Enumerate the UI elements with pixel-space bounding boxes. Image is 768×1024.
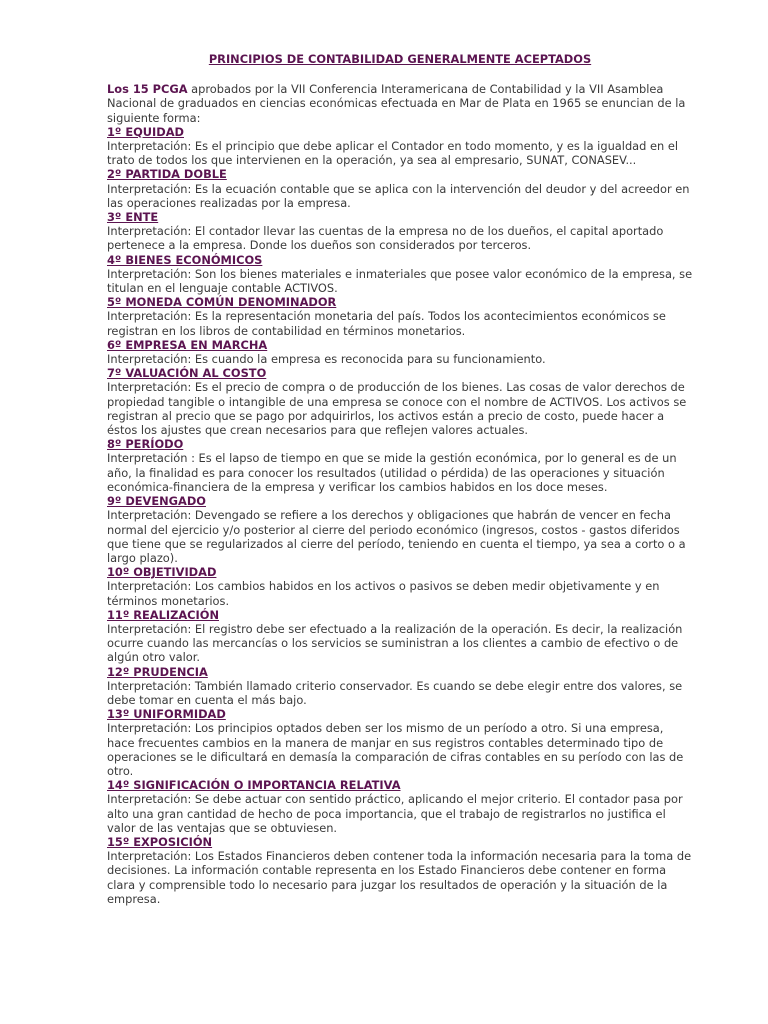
principle-5: [107, 295, 693, 338]
principle-text: Interpretación: Es cuando la empresa es reconocida para su funcionamiento.: [107, 352, 546, 367]
principle-heading: 3º ENTE: [107, 210, 159, 225]
principle-6: [107, 338, 693, 366]
intro-text: aprobados por la VII Conferencia Interamericana de Contabilidad y la VII Asamblea Nacional de graduados en ciencias económicas efectuada en Mar de Plata en 1965 se enuncian de la siguiente forma:: [107, 82, 686, 125]
principle-7: [107, 366, 693, 437]
principle-text: Interpretación: Es la ecuación contable que se aplica con la intervención del deudor y del acreedor en las operaciones realizadas por la empresa.: [107, 181, 690, 210]
principle-heading: 15º EXPOSICIÓN: [107, 834, 213, 849]
principle-heading: 8º PERÍODO: [107, 437, 184, 452]
principle-2: [107, 167, 693, 210]
principle-text: Interpretación: Son los bienes materiales e inmateriales que posee valor económico de la empresa, se titulan en el lenguaje contable ACTIVOS.: [107, 266, 693, 296]
principle-text: Interpretación: También llamado criterio conservador. Es cuando se debe elegir entre dos valores, se debe tomar en cuenta el más bajo.: [107, 678, 683, 707]
principle-heading: 2º PARTIDA DOBLE: [107, 167, 227, 182]
principle-heading: 12º PRUDENCIA: [107, 664, 208, 679]
principle-15: [107, 835, 693, 906]
intro-paragraph: [107, 82, 693, 125]
document-page: [107, 52, 693, 906]
principle-text: Interpretación : Es el lapso de tiempo en que se mide la gestión económica, por lo general es de un año, la finalidad es para conocer los resultados (utilidad o pérdida) de las operaciones y situación económica-financiera de la empresa y verificar los cambios habidos en los doce meses.: [107, 451, 677, 494]
document-title: PRINCIPIOS DE CONTABILIDAD GENERALMENTE ACEPTADOS: [208, 52, 592, 66]
principle-8: [107, 437, 693, 494]
principle-heading: 14º SIGNIFICACIÓN O IMPORTANCIA RELATIVA: [107, 778, 401, 793]
principle-heading: 10º OBJETIVIDAD: [107, 565, 217, 580]
principle-13: [107, 707, 693, 778]
principle-12: [107, 665, 693, 708]
principle-heading: 7º VALUACIÓN AL COSTO: [107, 366, 267, 381]
principle-heading: 9º DEVENGADO: [107, 494, 206, 509]
principle-14: [107, 778, 693, 835]
principle-11: [107, 608, 693, 665]
principle-text: Interpretación: Es la representación monetaria del país. Todos los acontecimientos económicos se registran en los libros de contabilidad en términos monetarios.: [107, 309, 666, 338]
principle-4: [107, 253, 693, 296]
principle-text: Interpretación: Los Estados Financieros deben contener toda la información necesaria para la toma de decisiones. La información contable representa en los Estado Financieros debe contener en forma clara y comprensible todo lo necesario para juzgar los resultados de operación y la situación de la empresa.: [107, 849, 692, 906]
principle-text: Interpretación: Los cambios habidos en los activos o pasivos se deben medir objetivamente y en términos monetarios.: [107, 579, 660, 608]
principle-text: Interpretación: Se debe actuar con sentido práctico, aplicando el mejor criterio. El contador pasa por alto una gran cantidad de hecho de poca importancia, que el trabajo de registrarlos no justifica el valor de las ventajas que se obtuviesen.: [107, 792, 683, 835]
principle-9: [107, 494, 693, 565]
principle-heading: 13º UNIFORMIDAD: [107, 707, 226, 722]
principle-heading: 1º EQUIDAD: [107, 124, 184, 139]
intro-strong: Los 15 PCGA: [107, 82, 188, 97]
principle-text: Interpretación: Es el principio que debe aplicar el Contador en todo momento, y es la igualdad en el trato de todos los que intervienen en la operación, ya sea al empresario, SUNAT, CONASEV...: [107, 139, 679, 168]
principle-text: Interpretación: Es el precio de compra o de producción de los bienes. Las cosas de valor derechos de propiedad tangible o intangible de una empresa se conoce con el nombre de ACTIVOS. Los activos se registran al precio que se pago por adquirirlos, los activos están a precio de costo, puede hacer a éstos los ajustes que crean necesarios para que reflejen valores actuales.: [107, 380, 687, 438]
principle-heading: 4º BIENES ECONÓMICOS: [107, 252, 263, 267]
principle-1: [107, 125, 693, 168]
principle-heading: 11º REALIZACIÓN: [107, 607, 219, 622]
principle-text: Interpretación: El registro debe ser efectuado a la realización de la operación. Es decir, la realización ocurre cuando las mercancías o los servicios se suministran a los clientes a cambio de efectivo o de algún otro valor.: [107, 621, 683, 665]
principle-text: Interpretación: Devengado se refiere a los derechos y obligaciones que habrán de vencer en fecha normal del ejercicio y/o posterior al cierre del periodo económico (ingresos, costos - gastos diferidos que tiene que se regularizados al cierre del período, teniendo en cuenta el tiempo, ya sea a corto o a largo plazo).: [107, 508, 686, 565]
principle-text: Interpretación: El contador llevar las cuentas de la empresa no de los dueños, el capital aportado pertenece a la empresa. Donde los dueños son considerados por terceros.: [107, 224, 664, 253]
principle-heading: 5º MONEDA COMÚN DENOMINADOR: [107, 295, 337, 310]
principle-10: [107, 565, 693, 608]
principle-heading: 6º EMPRESA EN MARCHA: [107, 337, 268, 352]
principle-3: [107, 210, 693, 253]
principle-text: Interpretación: Los principios optados deben ser los mismo de un período a otro. Si una empresa, hace frecuentes cambios en la manera de manjar en sus registros contables determinado tipo de operaciones se le dificultará en demasía la comparación de cifras contables en su período con las de otro.: [107, 721, 684, 778]
